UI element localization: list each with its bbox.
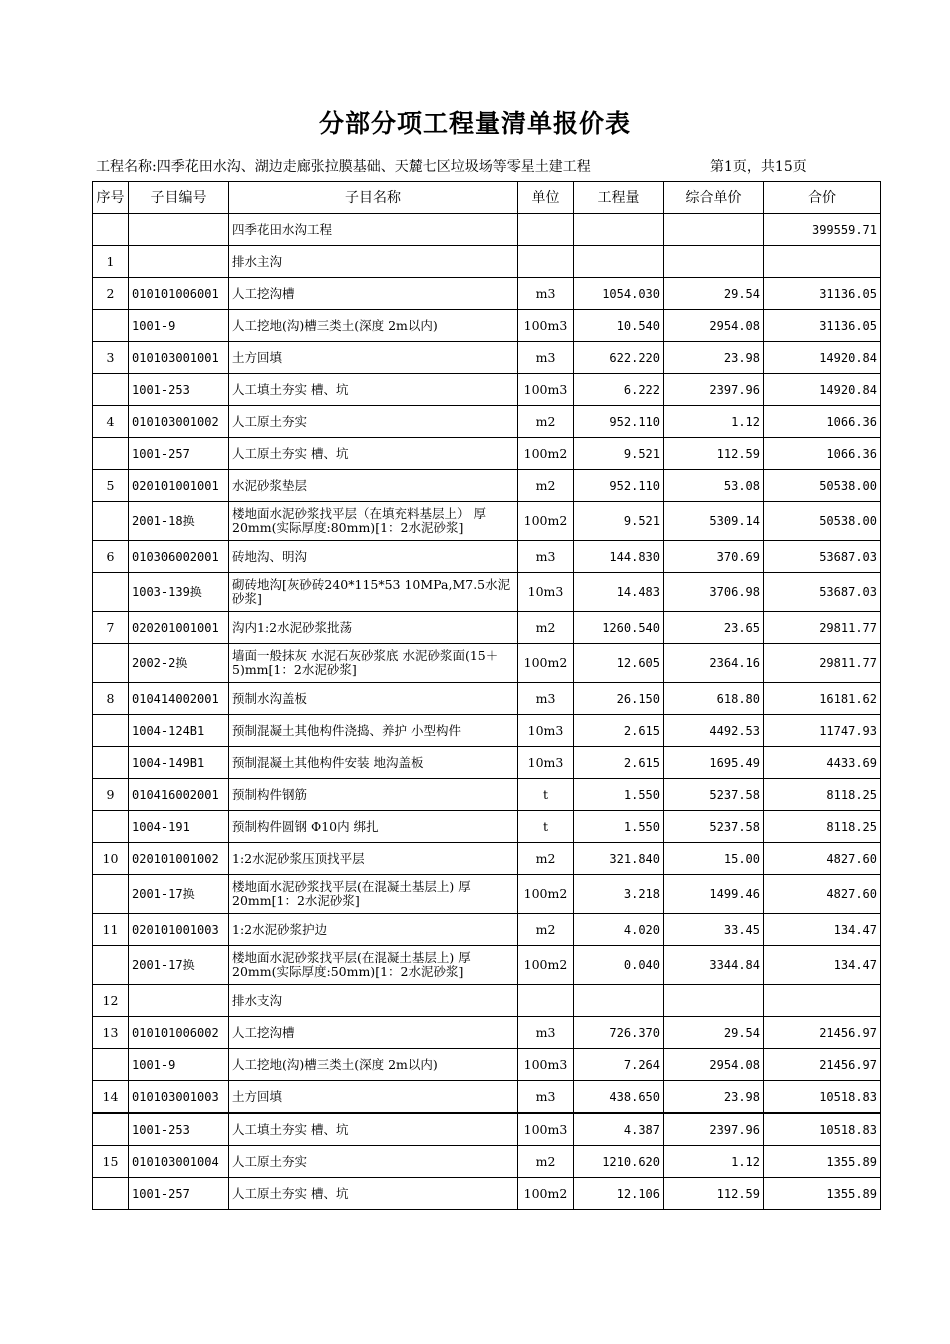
cell-name: 1:2水泥砂浆护边 <box>229 914 518 946</box>
cell-seq: 8 <box>93 683 129 715</box>
cell-unit: 100m2 <box>518 1178 574 1210</box>
cell-seq <box>93 811 129 843</box>
page-info: 第1页，共15页 <box>710 159 807 175</box>
cell-price: 370.69 <box>664 541 764 573</box>
cell-qty: 0.040 <box>574 946 664 985</box>
cell-name: 墙面一般抹灰 水泥石灰砂浆底 水泥砂浆面(15＋5)mm[1：2水泥砂浆] <box>229 644 518 683</box>
quote-table <box>92 181 881 1210</box>
cell-qty: 12.106 <box>574 1178 664 1210</box>
table-row <box>93 470 881 502</box>
cell-total: 31136.05 <box>764 310 881 342</box>
cell-price: 618.80 <box>664 683 764 715</box>
cell-unit: m3 <box>518 541 574 573</box>
cell-price: 3344.84 <box>664 946 764 985</box>
cell-code: 1004-124B1 <box>129 715 229 747</box>
page-title: 分部分项工程量清单报价表 <box>318 109 631 138</box>
cell-unit: 10m3 <box>518 573 574 612</box>
cell-code: 2001-18换 <box>129 502 229 541</box>
cell-seq <box>93 1049 129 1081</box>
cell-name: 预制混凝土其他构件浇捣、养护 小型构件 <box>229 715 518 747</box>
cell-name: 预制水沟盖板 <box>229 683 518 715</box>
table-row <box>93 406 881 438</box>
cell-seq: 15 <box>93 1146 129 1178</box>
table-row <box>93 214 881 246</box>
cell-name: 预制混凝土其他构件安装 地沟盖板 <box>229 747 518 779</box>
cell-price: 112.59 <box>664 1178 764 1210</box>
cell-total: 29811.77 <box>764 644 881 683</box>
cell-unit: m3 <box>518 342 574 374</box>
cell-unit: m2 <box>518 612 574 644</box>
cell-name: 人工挖地(沟)槽三类土(深度 2m以内) <box>229 310 518 342</box>
cell-unit: t <box>518 811 574 843</box>
cell-code: 2001-17换 <box>129 946 229 985</box>
cell-total: 21456.97 <box>764 1017 881 1049</box>
cell-code: 020101001003 <box>129 914 229 946</box>
table-row <box>93 1113 881 1146</box>
cell-seq: 3 <box>93 342 129 374</box>
table-row <box>93 502 881 541</box>
cell-price: 112.59 <box>664 438 764 470</box>
cell-name: 人工原土夯实 <box>229 406 518 438</box>
cell-seq <box>93 644 129 683</box>
cell-total: 53687.03 <box>764 573 881 612</box>
cell-qty: 321.840 <box>574 843 664 875</box>
cell-total: 11747.93 <box>764 715 881 747</box>
cell-qty: 10.540 <box>574 310 664 342</box>
cell-price: 33.45 <box>664 914 764 946</box>
cell-seq <box>93 715 129 747</box>
cell-seq <box>93 310 129 342</box>
cell-seq: 12 <box>93 985 129 1017</box>
cell-name: 砖地沟、明沟 <box>229 541 518 573</box>
cell-unit: m2 <box>518 1146 574 1178</box>
cell-price: 29.54 <box>664 1017 764 1049</box>
cell-qty: 726.370 <box>574 1017 664 1049</box>
cell-total: 21456.97 <box>764 1049 881 1081</box>
cell-qty: 26.150 <box>574 683 664 715</box>
cell-code: 020201001001 <box>129 612 229 644</box>
table-row <box>93 715 881 747</box>
cell-seq <box>93 502 129 541</box>
cell-qty: 1054.030 <box>574 278 664 310</box>
table-row <box>93 278 881 310</box>
cell-name: 砌砖地沟[灰砂砖240*115*53 10MPa,M7.5水泥砂浆] <box>229 573 518 612</box>
table-row <box>93 438 881 470</box>
cell-price: 1499.46 <box>664 875 764 914</box>
cell-qty: 622.220 <box>574 342 664 374</box>
table-row <box>93 843 881 875</box>
cell-name: 水泥砂浆垫层 <box>229 470 518 502</box>
cell-seq <box>93 747 129 779</box>
cell-qty <box>574 246 664 278</box>
cell-qty: 9.521 <box>574 438 664 470</box>
cell-qty: 4.020 <box>574 914 664 946</box>
cell-qty <box>574 214 664 246</box>
cell-code: 010103001002 <box>129 406 229 438</box>
cell-unit: 100m3 <box>518 374 574 406</box>
cell-total: 134.47 <box>764 914 881 946</box>
cell-total: 399559.71 <box>764 214 881 246</box>
cell-unit: m2 <box>518 406 574 438</box>
cell-price: 4492.53 <box>664 715 764 747</box>
cell-price: 23.65 <box>664 612 764 644</box>
cell-total: 8118.25 <box>764 779 881 811</box>
cell-seq <box>93 1178 129 1210</box>
cell-name: 楼地面水泥砂浆找平层(在混凝土基层上) 厚20mm(实际厚度:50mm)[1：2水泥砂浆] <box>229 946 518 985</box>
cell-name: 四季花田水沟工程 <box>229 214 518 246</box>
cell-code: 1001-257 <box>129 438 229 470</box>
cell-seq: 9 <box>93 779 129 811</box>
cell-total: 1066.36 <box>764 438 881 470</box>
cell-code: 010103001003 <box>129 1081 229 1114</box>
table-row <box>93 683 881 715</box>
header-code: 子目编号 <box>129 182 229 214</box>
cell-price: 5309.14 <box>664 502 764 541</box>
cell-seq: 13 <box>93 1017 129 1049</box>
cell-name: 人工原土夯实 槽、坑 <box>229 1178 518 1210</box>
cell-unit: m2 <box>518 843 574 875</box>
cell-unit: m3 <box>518 683 574 715</box>
cell-qty <box>574 985 664 1017</box>
cell-total: 10518.83 <box>764 1113 881 1146</box>
cell-unit: m2 <box>518 470 574 502</box>
cell-unit: m3 <box>518 278 574 310</box>
table-row <box>93 946 881 985</box>
cell-name: 人工挖地(沟)槽三类土(深度 2m以内) <box>229 1049 518 1081</box>
cell-unit: 100m3 <box>518 1113 574 1146</box>
cell-unit: m2 <box>518 914 574 946</box>
cell-seq <box>93 374 129 406</box>
cell-seq <box>93 573 129 612</box>
cell-code: 010306002001 <box>129 541 229 573</box>
cell-name: 沟内1:2水泥砂浆批荡 <box>229 612 518 644</box>
table-row <box>93 779 881 811</box>
cell-qty: 144.830 <box>574 541 664 573</box>
cell-name: 人工填土夯实 槽、坑 <box>229 1113 518 1146</box>
cell-name: 土方回填 <box>229 1081 518 1114</box>
cell-price: 2364.16 <box>664 644 764 683</box>
cell-code: 1004-191 <box>129 811 229 843</box>
cell-name: 人工挖沟槽 <box>229 1017 518 1049</box>
cell-total: 14920.84 <box>764 374 881 406</box>
cell-seq <box>93 875 129 914</box>
cell-total: 10518.83 <box>764 1081 881 1114</box>
cell-price: 1.12 <box>664 1146 764 1178</box>
table-row <box>93 914 881 946</box>
cell-qty: 14.483 <box>574 573 664 612</box>
cell-price: 29.54 <box>664 278 764 310</box>
cell-qty: 1.550 <box>574 811 664 843</box>
table-row <box>93 310 881 342</box>
table-row <box>93 1017 881 1049</box>
cell-price: 2397.96 <box>664 374 764 406</box>
cell-code: 1001-253 <box>129 1113 229 1146</box>
table-row <box>93 541 881 573</box>
cell-qty: 2.615 <box>574 747 664 779</box>
cell-qty: 4.387 <box>574 1113 664 1146</box>
cell-total: 53687.03 <box>764 541 881 573</box>
cell-qty: 952.110 <box>574 406 664 438</box>
cell-qty: 952.110 <box>574 470 664 502</box>
cell-price <box>664 214 764 246</box>
cell-price: 23.98 <box>664 342 764 374</box>
table-row <box>93 875 881 914</box>
cell-total: 29811.77 <box>764 612 881 644</box>
cell-total: 134.47 <box>764 946 881 985</box>
header-name: 子目名称 <box>229 182 518 214</box>
cell-name: 预制构件圆钢 Φ10内 绑扎 <box>229 811 518 843</box>
cell-price <box>664 246 764 278</box>
cell-name: 排水支沟 <box>229 985 518 1017</box>
cell-code: 010101006002 <box>129 1017 229 1049</box>
cell-unit: 10m3 <box>518 747 574 779</box>
cell-qty: 2.615 <box>574 715 664 747</box>
table-row <box>93 374 881 406</box>
cell-code: 1001-9 <box>129 1049 229 1081</box>
cell-unit: t <box>518 779 574 811</box>
cell-code <box>129 246 229 278</box>
cell-name: 人工填土夯实 槽、坑 <box>229 374 518 406</box>
cell-qty: 6.222 <box>574 374 664 406</box>
cell-code: 010103001004 <box>129 1146 229 1178</box>
cell-seq: 11 <box>93 914 129 946</box>
cell-unit: m3 <box>518 1017 574 1049</box>
cell-code <box>129 985 229 1017</box>
cell-total: 14920.84 <box>764 342 881 374</box>
cell-total: 16181.62 <box>764 683 881 715</box>
table-row <box>93 573 881 612</box>
cell-price: 2397.96 <box>664 1113 764 1146</box>
table-row <box>93 1146 881 1178</box>
cell-name: 预制构件钢筋 <box>229 779 518 811</box>
header-qty: 工程量 <box>574 182 664 214</box>
cell-unit <box>518 985 574 1017</box>
header-price: 综合单价 <box>664 182 764 214</box>
cell-seq <box>93 214 129 246</box>
cell-total <box>764 985 881 1017</box>
cell-name: 人工原土夯实 <box>229 1146 518 1178</box>
cell-qty: 438.650 <box>574 1081 664 1114</box>
cell-seq: 7 <box>93 612 129 644</box>
cell-name: 1:2水泥砂浆压顶找平层 <box>229 843 518 875</box>
cell-seq: 5 <box>93 470 129 502</box>
table-row <box>93 985 881 1017</box>
cell-price: 1.12 <box>664 406 764 438</box>
header-total: 合价 <box>764 182 881 214</box>
cell-price: 5237.58 <box>664 779 764 811</box>
cell-price: 2954.08 <box>664 1049 764 1081</box>
cell-code: 1001-257 <box>129 1178 229 1210</box>
cell-code: 010414002001 <box>129 683 229 715</box>
cell-total: 4827.60 <box>764 875 881 914</box>
project-name: 工程名称:四季花田水沟、湖边走廊张拉膜基础、天麓七区垃圾场等零星土建工程 <box>96 159 591 175</box>
table-row <box>93 1049 881 1081</box>
cell-unit: 10m3 <box>518 715 574 747</box>
table-row <box>93 1081 881 1114</box>
table-row <box>93 747 881 779</box>
cell-qty: 1260.540 <box>574 612 664 644</box>
cell-price <box>664 985 764 1017</box>
cell-seq: 6 <box>93 541 129 573</box>
cell-name: 楼地面水泥砂浆找平层(在混凝土基层上) 厚20mm[1：2水泥砂浆] <box>229 875 518 914</box>
cell-name: 人工挖沟槽 <box>229 278 518 310</box>
table-row <box>93 644 881 683</box>
cell-code: 020101001001 <box>129 470 229 502</box>
cell-qty: 3.218 <box>574 875 664 914</box>
cell-price: 2954.08 <box>664 310 764 342</box>
cell-unit <box>518 214 574 246</box>
table-header-row <box>93 182 881 214</box>
cell-unit: 100m2 <box>518 875 574 914</box>
cell-total: 4433.69 <box>764 747 881 779</box>
cell-code: 010416002001 <box>129 779 229 811</box>
cell-qty: 7.264 <box>574 1049 664 1081</box>
cell-unit: 100m3 <box>518 310 574 342</box>
cell-code: 020101001002 <box>129 843 229 875</box>
cell-code: 2001-17换 <box>129 875 229 914</box>
cell-name: 排水主沟 <box>229 246 518 278</box>
cell-name: 人工原土夯实 槽、坑 <box>229 438 518 470</box>
cell-total: 8118.25 <box>764 811 881 843</box>
cell-price: 15.00 <box>664 843 764 875</box>
cell-total: 1066.36 <box>764 406 881 438</box>
cell-qty: 1.550 <box>574 779 664 811</box>
cell-unit <box>518 246 574 278</box>
table-row <box>93 811 881 843</box>
header-seq: 序号 <box>93 182 129 214</box>
table-row <box>93 1178 881 1210</box>
cell-qty: 9.521 <box>574 502 664 541</box>
cell-code: 010101006001 <box>129 278 229 310</box>
cell-total: 50538.00 <box>764 502 881 541</box>
cell-code: 1004-149B1 <box>129 747 229 779</box>
cell-name: 土方回填 <box>229 342 518 374</box>
cell-seq <box>93 438 129 470</box>
cell-price: 3706.98 <box>664 573 764 612</box>
cell-unit: 100m2 <box>518 946 574 985</box>
cell-unit: 100m2 <box>518 502 574 541</box>
cell-code: 1003-139换 <box>129 573 229 612</box>
cell-price: 53.08 <box>664 470 764 502</box>
cell-seq: 4 <box>93 406 129 438</box>
cell-seq: 14 <box>93 1081 129 1114</box>
cell-qty: 1210.620 <box>574 1146 664 1178</box>
cell-total: 1355.89 <box>764 1146 881 1178</box>
cell-price: 1695.49 <box>664 747 764 779</box>
cell-unit: 100m3 <box>518 1049 574 1081</box>
cell-total: 50538.00 <box>764 470 881 502</box>
table-row <box>93 612 881 644</box>
cell-name: 楼地面水泥砂浆找平层（在填充料基层上） 厚20mm(实际厚度:80mm)[1：2水泥砂浆] <box>229 502 518 541</box>
table-body <box>93 214 881 1210</box>
cell-total: 31136.05 <box>764 278 881 310</box>
cell-code: 2002-2换 <box>129 644 229 683</box>
table-row <box>93 246 881 278</box>
cell-unit: 100m2 <box>518 644 574 683</box>
cell-total: 4827.60 <box>764 843 881 875</box>
table-row <box>93 342 881 374</box>
cell-code: 010103001001 <box>129 342 229 374</box>
cell-code: 1001-9 <box>129 310 229 342</box>
cell-code: 1001-253 <box>129 374 229 406</box>
cell-seq: 2 <box>93 278 129 310</box>
cell-code <box>129 214 229 246</box>
cell-price: 5237.58 <box>664 811 764 843</box>
cell-seq: 10 <box>93 843 129 875</box>
cell-seq <box>93 1113 129 1146</box>
cell-unit: m3 <box>518 1081 574 1114</box>
cell-seq: 1 <box>93 246 129 278</box>
cell-seq <box>93 946 129 985</box>
header-unit: 单位 <box>518 182 574 214</box>
cell-total: 1355.89 <box>764 1178 881 1210</box>
cell-unit: 100m2 <box>518 438 574 470</box>
cell-total <box>764 246 881 278</box>
cell-qty: 12.605 <box>574 644 664 683</box>
cell-price: 23.98 <box>664 1081 764 1114</box>
